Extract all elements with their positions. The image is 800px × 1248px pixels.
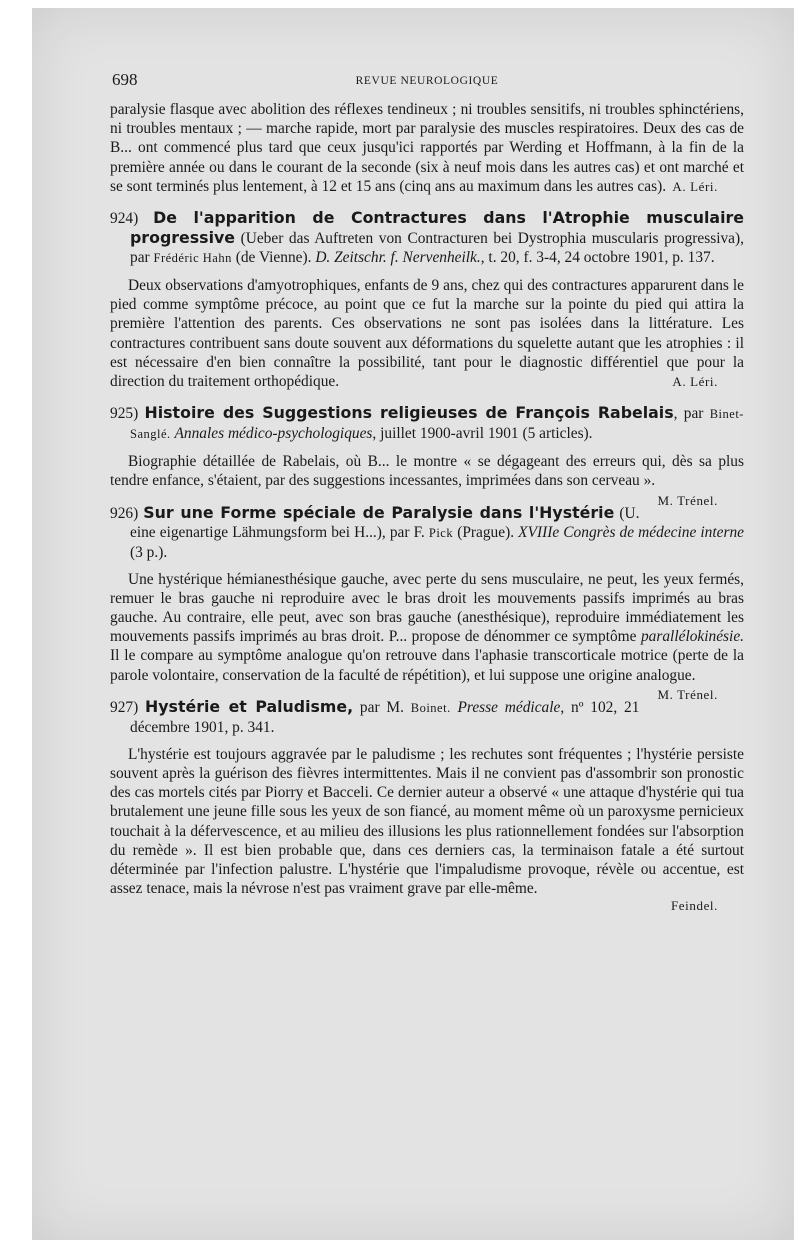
page-number: 698 bbox=[112, 70, 138, 89]
entry-title: Histoire des Suggestions religieuses de François Rabelais bbox=[144, 403, 674, 423]
signature: Feindel. bbox=[670, 898, 718, 914]
entry-journal: Annales médico-psychologiques bbox=[174, 425, 373, 443]
signature: M. Trénel. bbox=[657, 492, 718, 508]
entry-number: 926) bbox=[110, 504, 139, 522]
entry-journal: Presse médicale bbox=[457, 698, 561, 716]
entry-author: Boinet. bbox=[410, 700, 451, 715]
entry-body-text: Biographie détaillée de Rabelais, où B... le montre « se dégageant des erreurs qui, dès sa plus tendre enfance, s'étaient, par des suggestions incessantes, imprimées dans son cerveau ». bbox=[110, 453, 744, 490]
signature: M. Trénel. bbox=[657, 686, 718, 702]
entry-number: 927) bbox=[110, 698, 139, 716]
scanned-page bbox=[32, 8, 794, 1240]
entry-journal: D. Zeitschr. f. Nervenheilk. bbox=[315, 249, 481, 267]
page-content bbox=[110, 70, 744, 914]
signature: A. Léri. bbox=[672, 374, 718, 390]
entry-body-text: Il le compare au symptôme analogue qu'on retrouve dans l'aphasie transcorticale motrice (perte de la parole volontaire, conservation de la faculté de répétition), et lui suppose une origine analogue. bbox=[110, 647, 744, 684]
entry-title: Sur une Forme spéciale de Paralysie dans l'Hystérie bbox=[143, 502, 615, 522]
entry-reference: , nº 102, 21 décembre 1901, p. 341. bbox=[130, 698, 640, 736]
entry-body bbox=[110, 452, 744, 508]
entry-reference: par M. bbox=[359, 698, 404, 716]
entry-reference: , t. 20, f. 3-4, 24 octobre 1901, p. 137. bbox=[480, 249, 715, 267]
continuation-paragraph bbox=[110, 100, 744, 196]
entry-reference: , juillet 1900-avril 1901 (5 articles). bbox=[372, 425, 593, 443]
continuation-text: paralysie flasque avec abolition des réflexes tendineux ; ni troubles sensitifs, ni troubles sphinctériens, ni troubles mentaux ; — marche rapide, mort par paralysie des muscles respiratoires. Deux des cas de B... ont commencé plus tard que ceux jusqu'ici rapportés par Werding et Hoffmann, à la fin de la première année ou dans le courant de la seconde (six à neuf mois dans les autres cas) et ont marché et se sont terminés plus lentement, à 12 et 15 ans (cinq ans au maximum dans les autres cas). bbox=[110, 101, 744, 195]
entry-reference: (U. eine eigenartige Lähmungsform bei H...), par F. bbox=[130, 504, 640, 541]
entry-body-text: L'hystérie est toujours aggravée par le paludisme ; les rechutes sont fréquentes ; l'hystérie persiste souvent après la guérison des fièvres intermittentes. Mais il ne convient pas d'assombrir son pronostic des cas mortels cités par Piorry et Bacceli. Ce dernier auteur a observé « une attaque d'hystérie qui tua brutalement une jeune fille sous les yeux de son fiancé, au moment même où un paroxysme pernicieux touchait à la défervescence, et au milieu des illusions les plus rationnellement fondées sur l'absorption du remède ». Il est bien probable que, dans ces derniers cas, la terminaison fatale a été surtout déterminée par l'infection palustre. L'hystérie que l'impaludisme provoque, révèle ou accentue, est assez tenace, mais la névrose n'est pas vraiment grave par elle-même. bbox=[110, 745, 744, 898]
entry-body-text: Une hystérique hémianesthésique gauche, avec perte du sens musculaire, ne peut, les yeux fermés, remuer le bras gauche ni reproduire avec le bras droit les mouvements passifs imprimés au bras gauche. Au contraire, elle peut, avec son bras gauche (anesthésique), reproduire immédiatement les mouvements passifs imprimés au bras droit. P... propose de dénommer ce symptôme bbox=[110, 570, 744, 646]
entry-heading bbox=[110, 503, 744, 562]
entry-author: Frédéric Hahn bbox=[153, 251, 232, 266]
abstract-924 bbox=[110, 208, 744, 391]
entry-reference: (3 p.). bbox=[130, 543, 168, 561]
entry-journal: XVIIIe Congrès de médecine interne bbox=[518, 523, 744, 541]
entry-reference: (Prague). bbox=[457, 523, 515, 541]
abstract-926 bbox=[110, 502, 744, 702]
entry-title: De l'apparition de Contractures dans l'Atrophie musculaire progressive bbox=[130, 208, 744, 248]
entry-reference: , par bbox=[673, 405, 704, 423]
entry-body bbox=[110, 570, 744, 702]
abstract-925 bbox=[110, 403, 744, 508]
entry-body-text: Deux observations d'amyotrophiques, enfants de 9 ans, chez qui des contractures apparurent dans le pied comme symptôme précoce, au point que ce fut la marche sur la pointe du pied qui attira la première l'attention des parents. Ces observations ne sont pas isolées dans la littérature. Les contractures contribuent sans doute souvent aux déformations du squelette autant que les atrophies : il est nécessaire d'en bien connaître la possibilité, tant pour le diagnostic différentiel que pour la direction du traitement orthopédique. bbox=[110, 277, 744, 391]
entry-body bbox=[110, 745, 744, 899]
entry-number: 924) bbox=[110, 210, 139, 228]
abstract-927 bbox=[110, 697, 744, 915]
entry-heading bbox=[110, 208, 744, 268]
journal-title: REVUE NEUROLOGIQUE bbox=[355, 75, 499, 87]
entry-author: Pick bbox=[428, 525, 454, 540]
signature: A. Léri. bbox=[672, 178, 718, 194]
entry-number: 925) bbox=[110, 405, 139, 423]
entry-author: Binet-Sanglé. bbox=[130, 407, 744, 442]
entry-reference: (Ueber das Auftreten von Contracturen bei Dystrophia muscularis progressiva), par bbox=[130, 230, 744, 267]
entry-reference: (de Vienne). bbox=[235, 249, 312, 267]
entry-body bbox=[110, 276, 744, 391]
entry-title: Hystérie et Paludisme, bbox=[145, 696, 354, 716]
entry-heading bbox=[110, 403, 744, 444]
running-head bbox=[110, 70, 744, 100]
entry-body-term: parallélokinésie. bbox=[640, 628, 744, 646]
